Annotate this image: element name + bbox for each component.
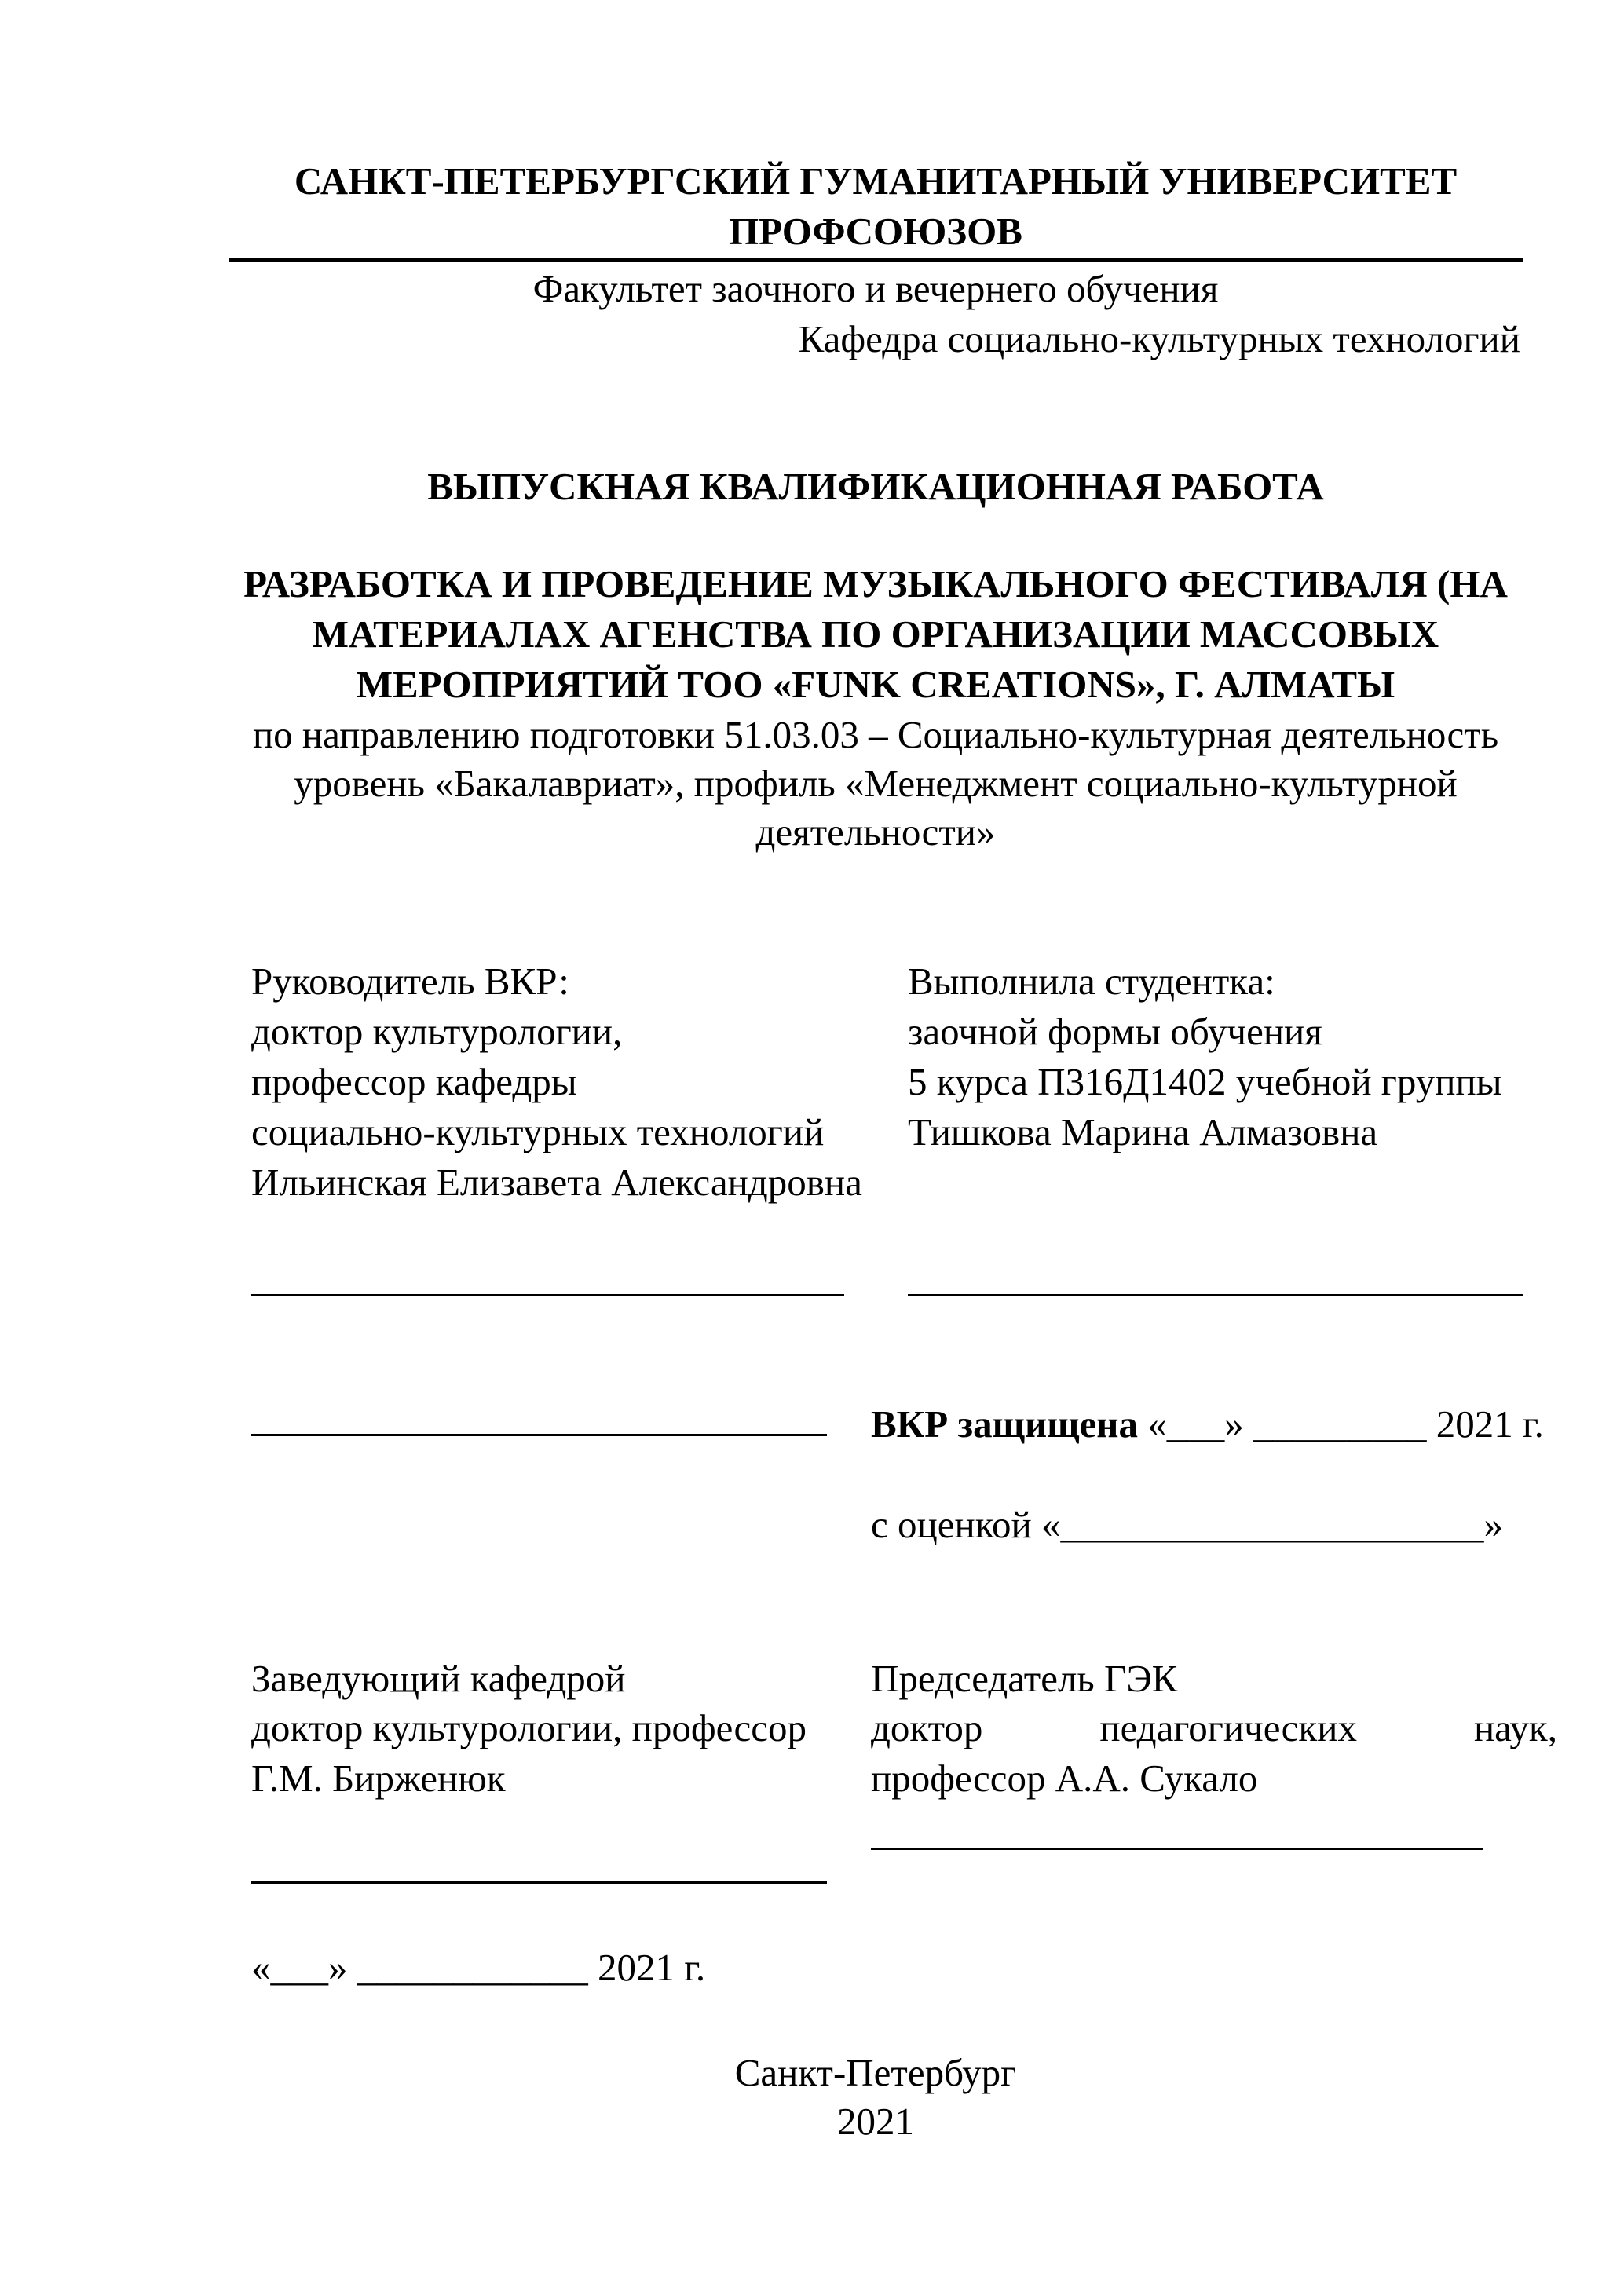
university-name-line2: ПРОФСОЮЗОВ: [729, 210, 1022, 253]
faculty: Факультет заочного и вечернего обучения: [532, 267, 1219, 310]
gek-chair-line: профессор А.А. Сукало: [871, 1757, 1258, 1800]
work-title-line: МАТЕРИАЛАХ АГЕНСТВА ПО ОРГАНИЗАЦИИ МАССОВЫХ: [312, 612, 1439, 656]
student-signature-line: [908, 1294, 1523, 1296]
student-line: Выполнила студентка:: [908, 960, 1275, 1003]
university-name-line1: САНКТ-ПЕТЕРБУРГСКИЙ ГУМАНИТАРНЫЙ УНИВЕРСИТЕТ: [294, 159, 1458, 203]
gek-chair-line: доктор педагогических наук,: [871, 1706, 1557, 1749]
work-title-line: РАЗРАБОТКА И ПРОВЕДЕНИЕ МУЗЫКАЛЬНОГО ФЕСТИВАЛЯ (НА: [243, 562, 1508, 605]
head-line: Заведующий кафедрой: [251, 1657, 626, 1700]
defense-label: ВКР защищена: [871, 1402, 1139, 1446]
defense-status: [871, 1399, 1544, 1450]
city: Санкт-Петербург: [734, 2051, 1017, 2094]
student-line: Тишкова Марина Алмазовна: [908, 1110, 1378, 1153]
defense-grade: с оценкой «______________________»: [871, 1503, 1503, 1546]
signature-line: [251, 1434, 827, 1436]
work-title-line: МЕРОПРИЯТИЙ ТОО «FUNK CREATIONS», Г. АЛМАТЫ: [356, 663, 1395, 706]
supervisor-line: Ильинская Елизавета Александровна: [251, 1161, 862, 1204]
gek-chair-signature-line: [871, 1848, 1483, 1850]
direction-line: по направлению подготовки 51.03.03 – Социально-культурная деятельность: [252, 713, 1499, 756]
supervisor-line: социально-культурных технологий: [251, 1110, 825, 1153]
head-line: доктор культурологии, профессор: [251, 1706, 807, 1749]
defense-date: «___» _________ 2021 г.: [1138, 1402, 1544, 1446]
gek-chair-line: Председатель ГЭК: [871, 1657, 1178, 1700]
supervisor-line: Руководитель ВКР:: [251, 960, 569, 1003]
student-line: 5 курса П316Д1402 учебной группы: [908, 1060, 1502, 1103]
student-line: заочной формы обучения: [908, 1010, 1322, 1053]
direction-line: уровень «Бакалавриат», профиль «Менеджмент социально-культурной: [294, 762, 1458, 805]
head-line: Г.М. Бирженюк: [251, 1757, 506, 1800]
supervisor-line: доктор культурологии,: [251, 1010, 623, 1053]
department: Кафедра социально-культурных технологий: [798, 317, 1520, 360]
head-signature-line: [251, 1881, 827, 1884]
head-signature-date: «___» ____________ 2021 г.: [251, 1946, 706, 1989]
supervisor-signature-line: [251, 1294, 844, 1296]
direction-line: деятельности»: [755, 810, 996, 854]
supervisor-line: профессор кафедры: [251, 1060, 577, 1103]
year: 2021: [837, 2100, 914, 2143]
header-rule: [229, 258, 1523, 262]
work-type: ВЫПУСКНАЯ КВАЛИФИКАЦИОННАЯ РАБОТА: [427, 465, 1324, 508]
